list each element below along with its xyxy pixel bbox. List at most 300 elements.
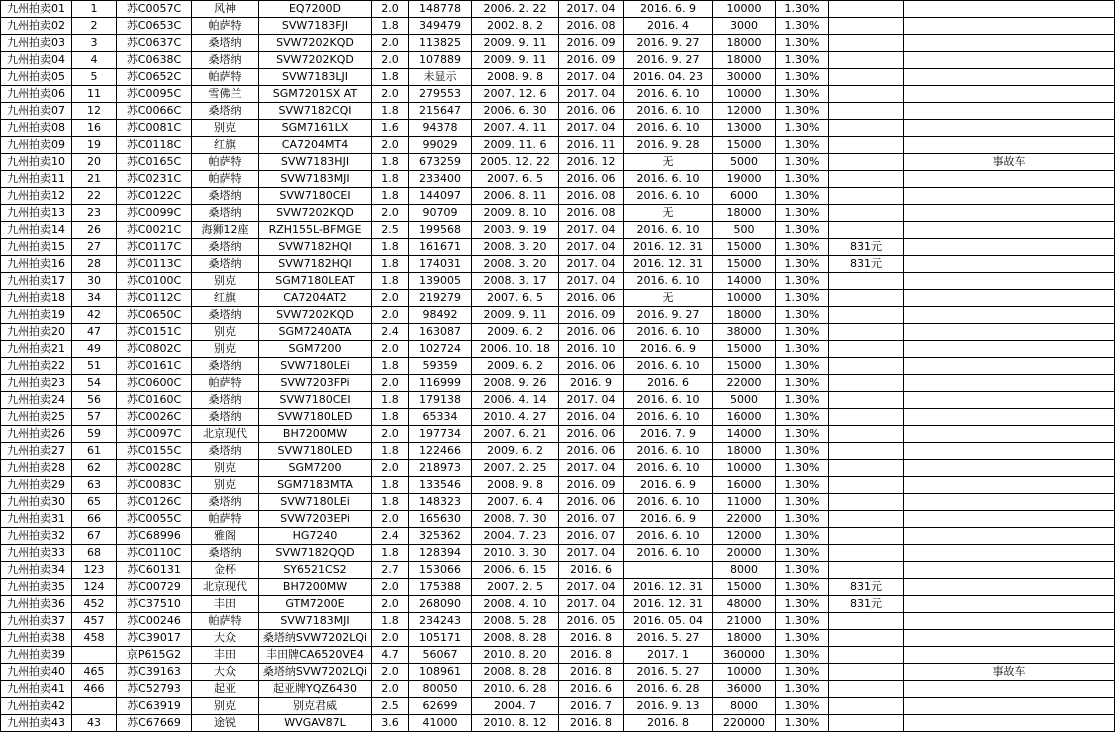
cell-plate_no[interactable]: 苏C0055C [117,511,192,528]
cell-fee[interactable]: 831元 [829,579,904,596]
cell-inspect_year[interactable]: 2017. 04 [559,256,624,273]
cell-inspect_year[interactable]: 2017. 04 [559,120,624,137]
cell-plate_no[interactable]: 苏C00246 [117,613,192,630]
cell-note[interactable] [904,579,1115,596]
cell-fee[interactable] [829,307,904,324]
cell-insurance_expiry[interactable]: 2016. 7. 9 [624,426,713,443]
cell-price[interactable]: 8000 [713,698,776,715]
cell-note[interactable] [904,715,1115,732]
cell-insurance_expiry[interactable]: 2016. 6. 10 [624,545,713,562]
cell-inspect_year[interactable]: 2016. 08 [559,18,624,35]
cell-displacement[interactable]: 1.8 [372,613,409,630]
cell-brand[interactable]: 桑塔纳 [192,52,259,69]
cell-inspect_year[interactable]: 2016. 06 [559,494,624,511]
cell-reg_date[interactable]: 2005. 12. 22 [472,154,559,171]
cell-price[interactable]: 18000 [713,307,776,324]
cell-note[interactable] [904,69,1115,86]
cell-price[interactable]: 38000 [713,324,776,341]
cell-auction_label[interactable]: 九州拍卖39 [1,647,72,664]
cell-note[interactable]: 事故车 [904,154,1115,171]
cell-inspect_year[interactable]: 2016. 10 [559,341,624,358]
cell-note[interactable] [904,630,1115,647]
cell-auction_label[interactable]: 九州拍卖16 [1,256,72,273]
cell-reg_date[interactable]: 2004. 7. 23 [472,528,559,545]
cell-fee[interactable] [829,171,904,188]
cell-inspect_year[interactable]: 2016. 8 [559,664,624,681]
cell-note[interactable] [904,358,1115,375]
cell-displacement[interactable]: 1.8 [372,545,409,562]
cell-insurance_expiry[interactable]: 2016. 6. 10 [624,103,713,120]
cell-displacement[interactable]: 2.0 [372,1,409,18]
cell-vin_or_number[interactable]: 144097 [409,188,472,205]
cell-fee[interactable] [829,613,904,630]
cell-fee[interactable] [829,409,904,426]
cell-rate[interactable]: 1.30% [776,188,829,205]
cell-rate[interactable]: 1.30% [776,579,829,596]
cell-price[interactable]: 15000 [713,358,776,375]
cell-rate[interactable]: 1.30% [776,18,829,35]
cell-inspect_year[interactable]: 2016. 8 [559,630,624,647]
cell-note[interactable] [904,511,1115,528]
cell-insurance_expiry[interactable]: 2016. 5. 27 [624,630,713,647]
cell-seq[interactable]: 28 [72,256,117,273]
cell-rate[interactable]: 1.30% [776,171,829,188]
cell-reg_date[interactable]: 2009. 9. 11 [472,35,559,52]
cell-rate[interactable]: 1.30% [776,409,829,426]
cell-insurance_expiry[interactable]: 2016. 6. 10 [624,273,713,290]
cell-inspect_year[interactable]: 2016. 06 [559,426,624,443]
cell-plate_no[interactable]: 苏C0117C [117,239,192,256]
cell-vin_or_number[interactable]: 165630 [409,511,472,528]
cell-inspect_year[interactable]: 2017. 04 [559,69,624,86]
cell-rate[interactable]: 1.30% [776,341,829,358]
cell-reg_date[interactable]: 2008. 5. 28 [472,613,559,630]
cell-vin_or_number[interactable]: 102724 [409,341,472,358]
cell-brand[interactable]: 红旗 [192,137,259,154]
cell-vin_or_number[interactable]: 41000 [409,715,472,732]
cell-reg_date[interactable]: 2010. 6. 28 [472,681,559,698]
cell-price[interactable]: 18000 [713,52,776,69]
cell-plate_no[interactable]: 苏C0161C [117,358,192,375]
cell-fee[interactable] [829,528,904,545]
cell-rate[interactable]: 1.30% [776,715,829,732]
cell-reg_date[interactable]: 2002. 8. 2 [472,18,559,35]
cell-plate_no[interactable]: 苏C0083C [117,477,192,494]
cell-displacement[interactable]: 3.6 [372,715,409,732]
cell-model[interactable]: EQ7200D [259,1,372,18]
cell-rate[interactable]: 1.30% [776,698,829,715]
cell-plate_no[interactable]: 苏C0122C [117,188,192,205]
cell-brand[interactable]: 北京现代 [192,426,259,443]
cell-insurance_expiry[interactable]: 2016. 6. 10 [624,120,713,137]
cell-insurance_expiry[interactable]: 2016. 6. 10 [624,171,713,188]
cell-model[interactable]: SVW7180LED [259,443,372,460]
cell-rate[interactable]: 1.30% [776,324,829,341]
cell-plate_no[interactable]: 苏C0653C [117,18,192,35]
cell-plate_no[interactable]: 苏C0126C [117,494,192,511]
cell-fee[interactable] [829,494,904,511]
cell-seq[interactable]: 34 [72,290,117,307]
cell-note[interactable] [904,460,1115,477]
cell-brand[interactable]: 桑塔纳 [192,256,259,273]
cell-reg_date[interactable]: 2006. 2. 22 [472,1,559,18]
cell-reg_date[interactable]: 2009. 6. 2 [472,443,559,460]
cell-inspect_year[interactable]: 2016. 06 [559,324,624,341]
cell-auction_label[interactable]: 九州拍卖35 [1,579,72,596]
cell-auction_label[interactable]: 九州拍卖09 [1,137,72,154]
cell-auction_label[interactable]: 九州拍卖30 [1,494,72,511]
cell-price[interactable]: 48000 [713,596,776,613]
cell-vin_or_number[interactable]: 59359 [409,358,472,375]
cell-seq[interactable] [72,698,117,715]
cell-rate[interactable]: 1.30% [776,222,829,239]
cell-note[interactable] [904,613,1115,630]
cell-rate[interactable]: 1.30% [776,511,829,528]
cell-vin_or_number[interactable]: 139005 [409,273,472,290]
cell-rate[interactable]: 1.30% [776,307,829,324]
cell-price[interactable]: 10000 [713,290,776,307]
cell-displacement[interactable]: 2.0 [372,426,409,443]
cell-reg_date[interactable]: 2007. 6. 5 [472,290,559,307]
cell-plate_no[interactable]: 苏C0099C [117,205,192,222]
cell-note[interactable] [904,35,1115,52]
cell-model[interactable]: WVGAV87L [259,715,372,732]
cell-vin_or_number[interactable]: 148323 [409,494,472,511]
cell-reg_date[interactable]: 2009. 6. 2 [472,324,559,341]
cell-note[interactable] [904,409,1115,426]
cell-model[interactable]: RZH155L-BFMGE [259,222,372,239]
cell-seq[interactable]: 63 [72,477,117,494]
cell-vin_or_number[interactable]: 234243 [409,613,472,630]
cell-brand[interactable]: 桑塔纳 [192,409,259,426]
cell-auction_label[interactable]: 九州拍卖20 [1,324,72,341]
cell-insurance_expiry[interactable]: 2016. 12. 31 [624,579,713,596]
cell-price[interactable]: 18000 [713,443,776,460]
cell-rate[interactable]: 1.30% [776,69,829,86]
cell-displacement[interactable]: 2.0 [372,307,409,324]
cell-auction_label[interactable]: 九州拍卖17 [1,273,72,290]
cell-vin_or_number[interactable]: 215647 [409,103,472,120]
cell-fee[interactable] [829,460,904,477]
cell-inspect_year[interactable]: 2017. 04 [559,392,624,409]
cell-brand[interactable]: 风神 [192,1,259,18]
cell-seq[interactable]: 2 [72,18,117,35]
cell-inspect_year[interactable]: 2016. 09 [559,52,624,69]
cell-displacement[interactable]: 2.5 [372,222,409,239]
cell-insurance_expiry[interactable]: 2016. 04. 23 [624,69,713,86]
cell-insurance_expiry[interactable]: 2016. 6. 10 [624,528,713,545]
cell-model[interactable]: 丰田牌CA6520VE4 [259,647,372,664]
cell-auction_label[interactable]: 九州拍卖11 [1,171,72,188]
cell-brand[interactable]: 桑塔纳 [192,239,259,256]
cell-price[interactable]: 22000 [713,511,776,528]
cell-plate_no[interactable]: 苏C0151C [117,324,192,341]
cell-note[interactable] [904,120,1115,137]
cell-reg_date[interactable]: 2008. 3. 20 [472,256,559,273]
cell-note[interactable] [904,137,1115,154]
cell-displacement[interactable]: 2.0 [372,460,409,477]
cell-auction_label[interactable]: 九州拍卖27 [1,443,72,460]
cell-reg_date[interactable]: 2010. 3. 30 [472,545,559,562]
cell-displacement[interactable]: 1.6 [372,120,409,137]
cell-brand[interactable]: 丰田 [192,596,259,613]
cell-model[interactable]: 桑塔纳SVW7202LQi [259,630,372,647]
cell-model[interactable]: SVW7180LEi [259,358,372,375]
cell-displacement[interactable]: 1.8 [372,494,409,511]
cell-displacement[interactable]: 2.0 [372,341,409,358]
cell-vin_or_number[interactable]: 98492 [409,307,472,324]
cell-brand[interactable]: 途锐 [192,715,259,732]
cell-price[interactable]: 6000 [713,188,776,205]
cell-note[interactable] [904,52,1115,69]
cell-seq[interactable]: 59 [72,426,117,443]
cell-note[interactable] [904,681,1115,698]
cell-reg_date[interactable]: 2007. 2. 25 [472,460,559,477]
cell-reg_date[interactable]: 2006. 10. 18 [472,341,559,358]
cell-brand[interactable]: 桑塔纳 [192,103,259,120]
cell-reg_date[interactable]: 2006. 6. 15 [472,562,559,579]
cell-seq[interactable]: 123 [72,562,117,579]
cell-seq[interactable]: 68 [72,545,117,562]
cell-fee[interactable]: 831元 [829,596,904,613]
cell-brand[interactable]: 海狮12座 [192,222,259,239]
cell-fee[interactable] [829,324,904,341]
cell-inspect_year[interactable]: 2017. 04 [559,1,624,18]
cell-displacement[interactable]: 2.0 [372,630,409,647]
cell-plate_no[interactable]: 苏C0095C [117,86,192,103]
cell-reg_date[interactable]: 2007. 2. 5 [472,579,559,596]
cell-seq[interactable]: 26 [72,222,117,239]
cell-model[interactable]: SVW7183MJI [259,171,372,188]
cell-plate_no[interactable]: 苏C52793 [117,681,192,698]
cell-auction_label[interactable]: 九州拍卖24 [1,392,72,409]
cell-note[interactable] [904,256,1115,273]
cell-auction_label[interactable]: 九州拍卖13 [1,205,72,222]
cell-note[interactable] [904,1,1115,18]
cell-fee[interactable] [829,630,904,647]
cell-vin_or_number[interactable]: 153066 [409,562,472,579]
cell-inspect_year[interactable]: 2017. 04 [559,460,624,477]
cell-fee[interactable] [829,52,904,69]
cell-price[interactable]: 15000 [713,579,776,596]
cell-brand[interactable]: 帕萨特 [192,171,259,188]
cell-insurance_expiry[interactable]: 2016. 9. 27 [624,52,713,69]
cell-fee[interactable] [829,120,904,137]
cell-price[interactable]: 14000 [713,426,776,443]
cell-insurance_expiry[interactable]: 2016. 6. 10 [624,443,713,460]
cell-seq[interactable]: 54 [72,375,117,392]
cell-inspect_year[interactable]: 2016. 06 [559,358,624,375]
cell-seq[interactable]: 465 [72,664,117,681]
cell-auction_label[interactable]: 九州拍卖33 [1,545,72,562]
cell-insurance_expiry[interactable]: 2016. 4 [624,18,713,35]
cell-plate_no[interactable]: 苏C00729 [117,579,192,596]
cell-plate_no[interactable]: 苏C0097C [117,426,192,443]
cell-fee[interactable] [829,18,904,35]
cell-displacement[interactable]: 1.8 [372,477,409,494]
cell-vin_or_number[interactable]: 174031 [409,256,472,273]
cell-insurance_expiry[interactable]: 2016. 6. 10 [624,222,713,239]
cell-fee[interactable] [829,375,904,392]
cell-insurance_expiry[interactable]: 无 [624,290,713,307]
cell-rate[interactable]: 1.30% [776,375,829,392]
cell-fee[interactable] [829,205,904,222]
cell-auction_label[interactable]: 九州拍卖10 [1,154,72,171]
cell-inspect_year[interactable]: 2016. 6 [559,562,624,579]
cell-auction_label[interactable]: 九州拍卖40 [1,664,72,681]
cell-displacement[interactable]: 2.4 [372,324,409,341]
cell-vin_or_number[interactable]: 268090 [409,596,472,613]
cell-insurance_expiry[interactable]: 2016. 12. 31 [624,239,713,256]
cell-displacement[interactable]: 2.0 [372,137,409,154]
cell-auction_label[interactable]: 九州拍卖15 [1,239,72,256]
cell-note[interactable] [904,273,1115,290]
cell-inspect_year[interactable]: 2016. 08 [559,205,624,222]
cell-brand[interactable]: 别克 [192,460,259,477]
cell-model[interactable]: SVW7183MJI [259,613,372,630]
cell-fee[interactable] [829,69,904,86]
cell-inspect_year[interactable]: 2016. 11 [559,137,624,154]
cell-price[interactable]: 18000 [713,205,776,222]
cell-note[interactable] [904,443,1115,460]
cell-vin_or_number[interactable]: 161671 [409,239,472,256]
cell-price[interactable]: 21000 [713,613,776,630]
cell-model[interactable]: SVW7182CQI [259,103,372,120]
cell-price[interactable]: 18000 [713,35,776,52]
cell-seq[interactable]: 457 [72,613,117,630]
cell-reg_date[interactable]: 2010. 8. 20 [472,647,559,664]
cell-price[interactable]: 8000 [713,562,776,579]
cell-price[interactable]: 10000 [713,664,776,681]
cell-insurance_expiry[interactable]: 2016. 5. 27 [624,664,713,681]
cell-rate[interactable]: 1.30% [776,239,829,256]
cell-model[interactable]: SGM7200 [259,341,372,358]
cell-plate_no[interactable]: 苏C0802C [117,341,192,358]
cell-plate_no[interactable]: 苏C0021C [117,222,192,239]
cell-insurance_expiry[interactable]: 2016. 6. 10 [624,358,713,375]
cell-price[interactable]: 13000 [713,120,776,137]
cell-auction_label[interactable]: 九州拍卖29 [1,477,72,494]
cell-insurance_expiry[interactable]: 无 [624,154,713,171]
cell-reg_date[interactable]: 2010. 4. 27 [472,409,559,426]
cell-insurance_expiry[interactable]: 2016. 8 [624,715,713,732]
cell-reg_date[interactable]: 2007. 12. 6 [472,86,559,103]
cell-auction_label[interactable]: 九州拍卖23 [1,375,72,392]
cell-auction_label[interactable]: 九州拍卖22 [1,358,72,375]
cell-brand[interactable]: 帕萨特 [192,613,259,630]
cell-inspect_year[interactable]: 2017. 04 [559,596,624,613]
cell-inspect_year[interactable]: 2017. 04 [559,239,624,256]
cell-reg_date[interactable]: 2008. 9. 26 [472,375,559,392]
cell-seq[interactable]: 62 [72,460,117,477]
cell-price[interactable]: 10000 [713,1,776,18]
cell-reg_date[interactable]: 2008. 9. 8 [472,477,559,494]
cell-price[interactable]: 12000 [713,528,776,545]
cell-fee[interactable] [829,222,904,239]
cell-reg_date[interactable]: 2006. 4. 14 [472,392,559,409]
cell-brand[interactable]: 北京现代 [192,579,259,596]
cell-inspect_year[interactable]: 2016. 7 [559,698,624,715]
cell-vin_or_number[interactable]: 148778 [409,1,472,18]
cell-brand[interactable]: 别克 [192,273,259,290]
cell-displacement[interactable]: 2.0 [372,681,409,698]
cell-auction_label[interactable]: 九州拍卖21 [1,341,72,358]
cell-brand[interactable]: 金杯 [192,562,259,579]
cell-brand[interactable]: 红旗 [192,290,259,307]
cell-auction_label[interactable]: 九州拍卖43 [1,715,72,732]
cell-inspect_year[interactable]: 2017. 04 [559,545,624,562]
cell-inspect_year[interactable]: 2016. 8 [559,715,624,732]
cell-note[interactable] [904,290,1115,307]
cell-insurance_expiry[interactable]: 2016. 6. 10 [624,494,713,511]
cell-vin_or_number[interactable]: 90709 [409,205,472,222]
cell-vin_or_number[interactable]: 108961 [409,664,472,681]
cell-plate_no[interactable]: 苏C0160C [117,392,192,409]
cell-note[interactable] [904,222,1115,239]
cell-note[interactable] [904,698,1115,715]
cell-reg_date[interactable]: 2009. 8. 10 [472,205,559,222]
cell-auction_label[interactable]: 九州拍卖03 [1,35,72,52]
cell-seq[interactable]: 43 [72,715,117,732]
cell-insurance_expiry[interactable]: 2016. 9. 27 [624,307,713,324]
cell-brand[interactable]: 别克 [192,341,259,358]
cell-vin_or_number[interactable]: 673259 [409,154,472,171]
cell-plate_no[interactable]: 苏C39163 [117,664,192,681]
cell-model[interactable]: SVW7202KQD [259,307,372,324]
cell-note[interactable] [904,528,1115,545]
cell-seq[interactable]: 452 [72,596,117,613]
cell-rate[interactable]: 1.30% [776,103,829,120]
cell-insurance_expiry[interactable]: 2016. 6. 9 [624,477,713,494]
cell-displacement[interactable]: 2.0 [372,52,409,69]
cell-plate_no[interactable]: 苏C0112C [117,290,192,307]
cell-fee[interactable] [829,715,904,732]
cell-vin_or_number[interactable]: 199568 [409,222,472,239]
cell-vin_or_number[interactable]: 279553 [409,86,472,103]
cell-insurance_expiry[interactable]: 2016. 05. 04 [624,613,713,630]
cell-fee[interactable]: 831元 [829,256,904,273]
cell-model[interactable]: SVW7180LED [259,409,372,426]
cell-plate_no[interactable]: 苏C0028C [117,460,192,477]
cell-plate_no[interactable]: 苏C39017 [117,630,192,647]
cell-model[interactable]: SVW7180CEI [259,188,372,205]
cell-displacement[interactable]: 4.7 [372,647,409,664]
cell-insurance_expiry[interactable]: 2016. 9. 27 [624,35,713,52]
cell-brand[interactable]: 别克 [192,120,259,137]
cell-seq[interactable]: 3 [72,35,117,52]
cell-displacement[interactable]: 1.8 [372,154,409,171]
cell-inspect_year[interactable]: 2016. 09 [559,307,624,324]
cell-plate_no[interactable]: 苏C0652C [117,69,192,86]
cell-inspect_year[interactable]: 2016. 06 [559,443,624,460]
cell-note[interactable]: 事故车 [904,664,1115,681]
cell-insurance_expiry[interactable]: 2016. 6. 10 [624,188,713,205]
cell-inspect_year[interactable]: 2016. 09 [559,35,624,52]
cell-vin_or_number[interactable]: 65334 [409,409,472,426]
cell-displacement[interactable]: 1.8 [372,103,409,120]
cell-note[interactable] [904,307,1115,324]
cell-note[interactable] [904,647,1115,664]
cell-model[interactable]: SVW7202KQD [259,52,372,69]
cell-reg_date[interactable]: 2008. 7. 30 [472,511,559,528]
cell-brand[interactable]: 大众 [192,630,259,647]
cell-auction_label[interactable]: 九州拍卖14 [1,222,72,239]
cell-fee[interactable] [829,137,904,154]
cell-model[interactable]: SGM7183MTA [259,477,372,494]
cell-fee[interactable] [829,188,904,205]
cell-seq[interactable]: 51 [72,358,117,375]
cell-rate[interactable]: 1.30% [776,52,829,69]
